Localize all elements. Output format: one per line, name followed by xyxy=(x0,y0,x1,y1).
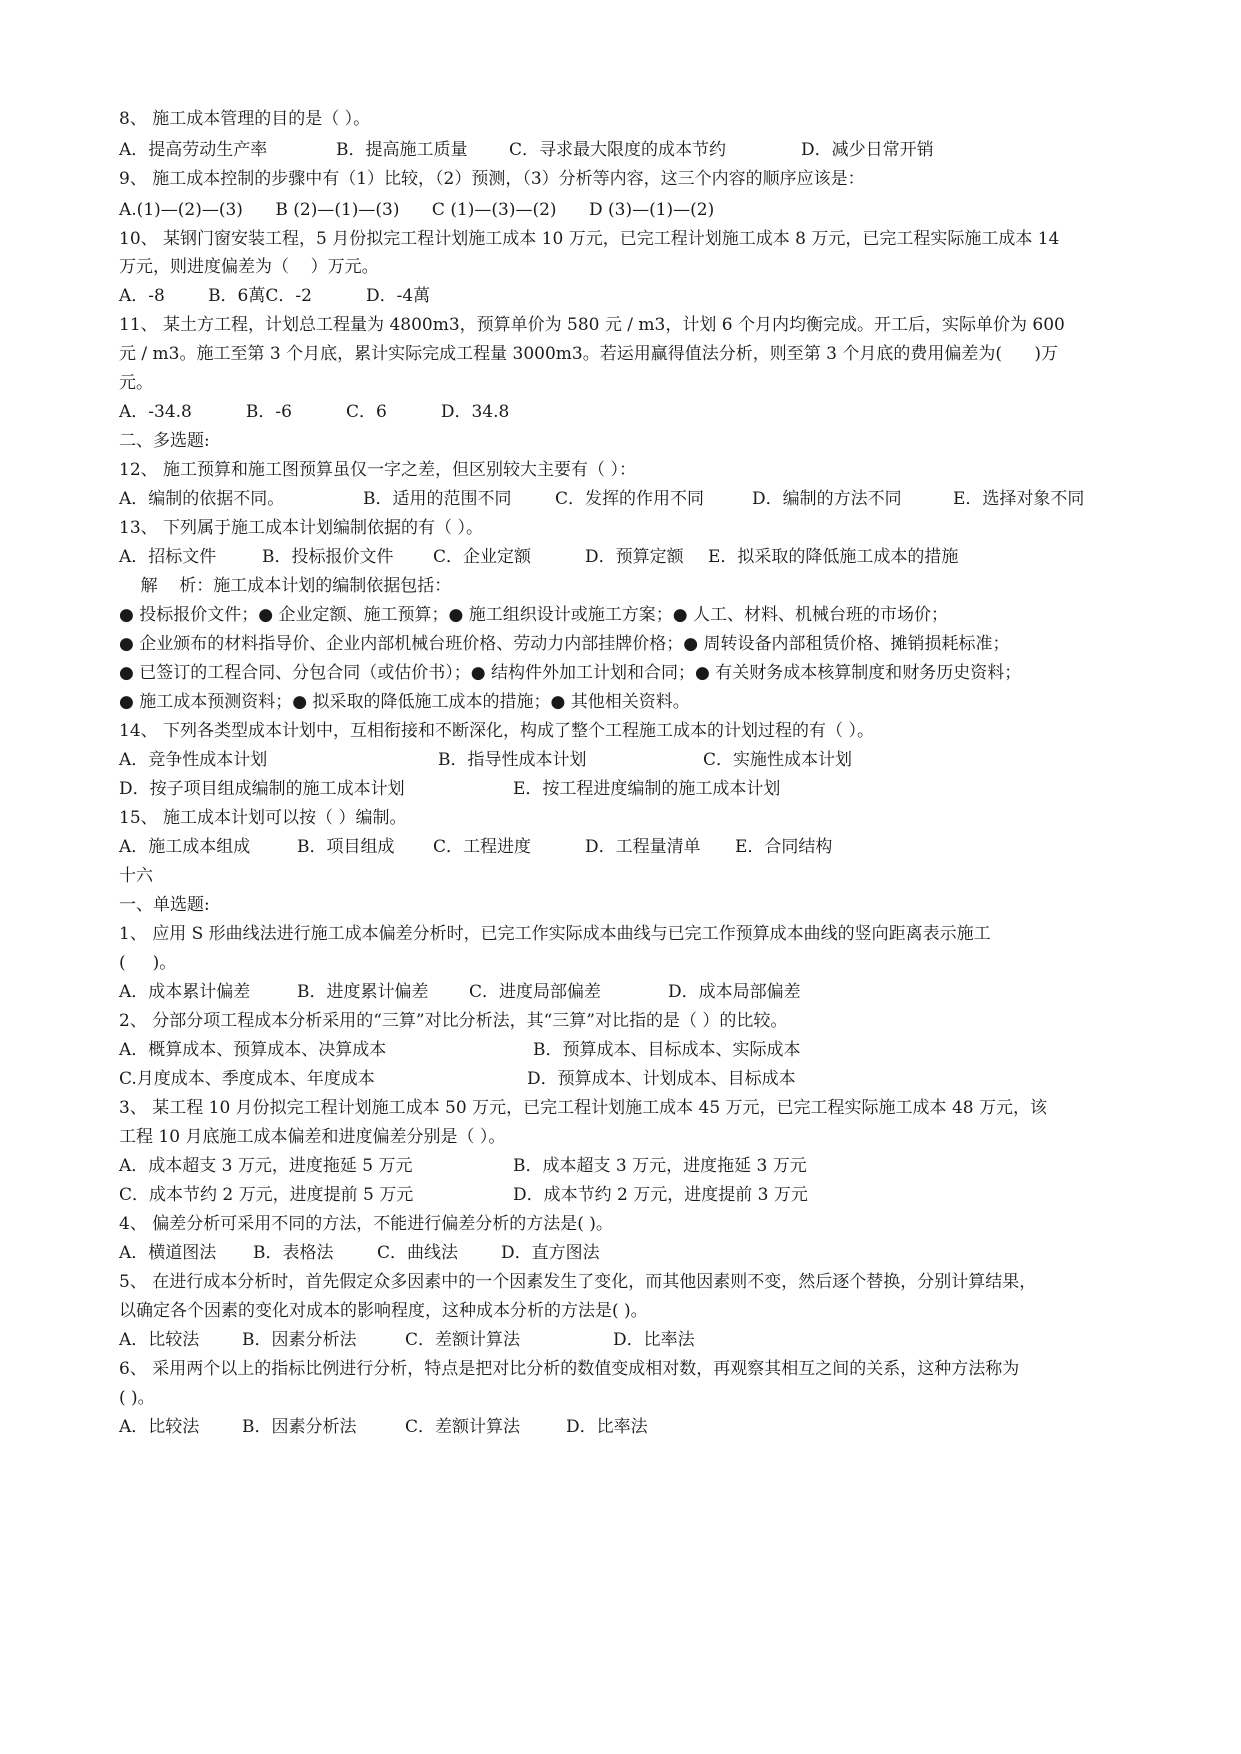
analysis-heading: 解 析：施工成本计划的编制依据包括： xyxy=(119,576,452,596)
question-s3-cont: 工程 10 月底施工成本偏差和进度偏差分别是（ ）。 xyxy=(119,1127,506,1147)
option-c: C．差额计算法 xyxy=(405,1330,521,1350)
option-a: A．编制的依据不同。 xyxy=(119,489,285,509)
option-e: E．按工程进度编制的施工成本计划 xyxy=(513,779,781,799)
option-d: D．编制的方法不同 xyxy=(752,489,902,509)
question-10-cont: 万元，则进度偏差为（ ）万元。 xyxy=(119,257,379,277)
analysis-bullets: ● 施工成本预测资料；● 拟采取的降低施工成本的措施；● 其他相关资料。 xyxy=(119,692,690,712)
option-c: C．成本节约 2 万元，进度提前 5 万元 xyxy=(119,1185,414,1205)
question-s6: 6、 采用两个以上的指标比例进行分析，特点是把对比分析的数值变成相对数，再观察其相互之间的关系，这种方法称为 xyxy=(119,1359,1020,1379)
analysis-bullets: ● 企业颁布的材料指导价、企业内部机械台班价格、劳动力内部挂牌价格；● 周转设备内部租赁价格、摊销损耗标准； xyxy=(119,634,1010,654)
option-a: A．概算成本、预算成本、决算成本 xyxy=(119,1040,387,1060)
section-heading: 二、多选题: xyxy=(119,431,210,451)
option-b: B．表格法 xyxy=(253,1243,334,1263)
option-c: C．曲线法 xyxy=(377,1243,459,1263)
option-c: C．寻求最大限度的成本节约 xyxy=(509,140,727,160)
option-d: D．成本局部偏差 xyxy=(668,982,801,1002)
option-b: B．适用的范围不同 xyxy=(363,489,512,509)
question-8: 8、 施工成本管理的目的是（ ）。 xyxy=(119,109,371,129)
option-d: D．比率法 xyxy=(613,1330,695,1350)
question-10-options: A．-8 B．6萬C．-2 D．-4萬 xyxy=(119,286,431,306)
question-11-cont: 元。 xyxy=(119,373,153,393)
chapter-heading: 十六 xyxy=(119,866,153,886)
option-d: D．按子项目组成编制的施工成本计划 xyxy=(119,779,405,799)
option-e: E．选择对象不同 xyxy=(953,489,1085,509)
option-d: D．成本节约 2 万元，进度提前 3 万元 xyxy=(513,1185,808,1205)
option-b: B．进度累计偏差 xyxy=(297,982,429,1002)
option-a: A．比较法 xyxy=(119,1417,200,1437)
option-d: D．预算成本、计划成本、目标成本 xyxy=(527,1069,796,1089)
option-b: B．预算成本、目标成本、实际成本 xyxy=(533,1040,801,1060)
section-heading: 一、单选题: xyxy=(119,895,210,915)
option-a: A．比较法 xyxy=(119,1330,200,1350)
option-c: C．差额计算法 xyxy=(405,1417,521,1437)
question-12: 12、 施工预算和施工图预算虽仅一字之差，但区别较大主要有（ ）： xyxy=(119,460,636,480)
option-b: B．指导性成本计划 xyxy=(438,750,587,770)
option-c: C．发挥的作用不同 xyxy=(555,489,705,509)
option-b: B．投标报价文件 xyxy=(262,547,394,567)
option-d: D．工程量清单 xyxy=(585,837,701,857)
option-b: B．项目组成 xyxy=(297,837,395,857)
option-c: C．企业定额 xyxy=(433,547,532,567)
question-11-options: A．-34.8 B．-6 C．6 D．34.8 xyxy=(119,402,510,422)
option-a: A．施工成本组成 xyxy=(119,837,251,857)
question-s4: 4、 偏差分析可采用不同的方法，不能进行偏差分析的方法是( )。 xyxy=(119,1214,613,1234)
option-a: A．招标文件 xyxy=(119,547,217,567)
option-b: B．提高施工质量 xyxy=(336,140,468,160)
option-a: A．竞争性成本计划 xyxy=(119,750,268,770)
question-11: 11、 某土方工程，计划总工程量为 4800m3，预算单价为 580 元 / m3，计划 6 个月内均衡完成。开工后，实际单价为 600 xyxy=(119,315,1065,335)
question-s1: 1、 应用 S 形曲线法进行施工成本偏差分析时，已完工作实际成本曲线与已完工作预算成本曲线的竖向距离表示施工 xyxy=(119,924,991,944)
question-s1-cont: ( )。 xyxy=(119,953,177,973)
option-d: D．预算定额 xyxy=(585,547,684,567)
analysis-bullets: ● 投标报价文件；● 企业定额、施工预算；● 施工组织设计或施工方案；● 人工、材料、机械台班的市场价； xyxy=(119,605,948,625)
option-d: D．减少日常开销 xyxy=(801,140,934,160)
question-s6-cont: ( )。 xyxy=(119,1388,155,1408)
option-c: C．工程进度 xyxy=(433,837,532,857)
question-s2: 2、 分部分项工程成本分析采用的“三算”对比分析法，其“三算”对比指的是（ ）的比较。 xyxy=(119,1011,788,1031)
option-a: A．横道图法 xyxy=(119,1243,217,1263)
option-d: D．直方图法 xyxy=(501,1243,600,1263)
question-9: 9、 施工成本控制的步骤中有（1）比较，（2）预测，（3）分析等内容，这三个内容的顺序应该是： xyxy=(119,169,865,189)
analysis-bullets: ● 已签订的工程合同、分包合同（或估价书）；● 结构件外加工计划和合同；● 有关财务成本核算制度和财务历史资料； xyxy=(119,663,1022,683)
option-a: A．提高劳动生产率 xyxy=(119,140,268,160)
option-c: C．进度局部偏差 xyxy=(469,982,602,1002)
option-b: B．因素分析法 xyxy=(242,1330,357,1350)
question-13: 13、 下列属于施工成本计划编制依据的有（ ）。 xyxy=(119,518,483,538)
option-c: C．实施性成本计划 xyxy=(703,750,853,770)
question-15: 15、 施工成本计划可以按（ ）编制。 xyxy=(119,808,407,828)
option-e: E．拟采取的降低施工成本的措施 xyxy=(708,547,959,567)
option-d: D．比率法 xyxy=(566,1417,648,1437)
question-s3: 3、 某工程 10 月份拟完工程计划施工成本 50 万元，已完工程计划施工成本 45 万元，已完工程实际施工成本 48 万元，该 xyxy=(119,1098,1047,1118)
option-b: B．成本超支 3 万元，进度拖延 3 万元 xyxy=(513,1156,807,1176)
option-e: E．合同结构 xyxy=(735,837,833,857)
option-c: C.月度成本、季度成本、年度成本 xyxy=(119,1069,375,1089)
question-s5: 5、 在进行成本分析时，首先假定众多因素中的一个因素发生了变化，而其他因素则不变，然后逐个替换，分别计算结果， xyxy=(119,1272,1037,1292)
question-s5-cont: 以确定各个因素的变化对成本的影响程度，这种成本分析的方法是( )。 xyxy=(119,1301,648,1321)
option-a: A．成本累计偏差 xyxy=(119,982,251,1002)
question-9-options: A.(1)—(2)—(3) B (2)—(1)—(3) C (1)—(3)—(2) D (3)—(1)—(2) xyxy=(119,200,715,220)
question-14: 14、 下列各类型成本计划中，互相衔接和不断深化，构成了整个工程施工成本的计划过程的有（ ）。 xyxy=(119,721,874,741)
question-10: 10、 某钢门窗安装工程，5 月份拟完工程计划施工成本 10 万元，已完工程计划施工成本 8 万元，已完工程实际施工成本 14 xyxy=(119,229,1060,249)
question-11-cont: 元 / m3。施工至第 3 个月底，累计实际完成工程量 3000m3。若运用赢得值法分析，则至第 3 个月底的费用偏差为( )万 xyxy=(119,344,1059,364)
option-b: B．因素分析法 xyxy=(242,1417,357,1437)
option-a: A．成本超支 3 万元，进度拖延 5 万元 xyxy=(119,1156,413,1176)
